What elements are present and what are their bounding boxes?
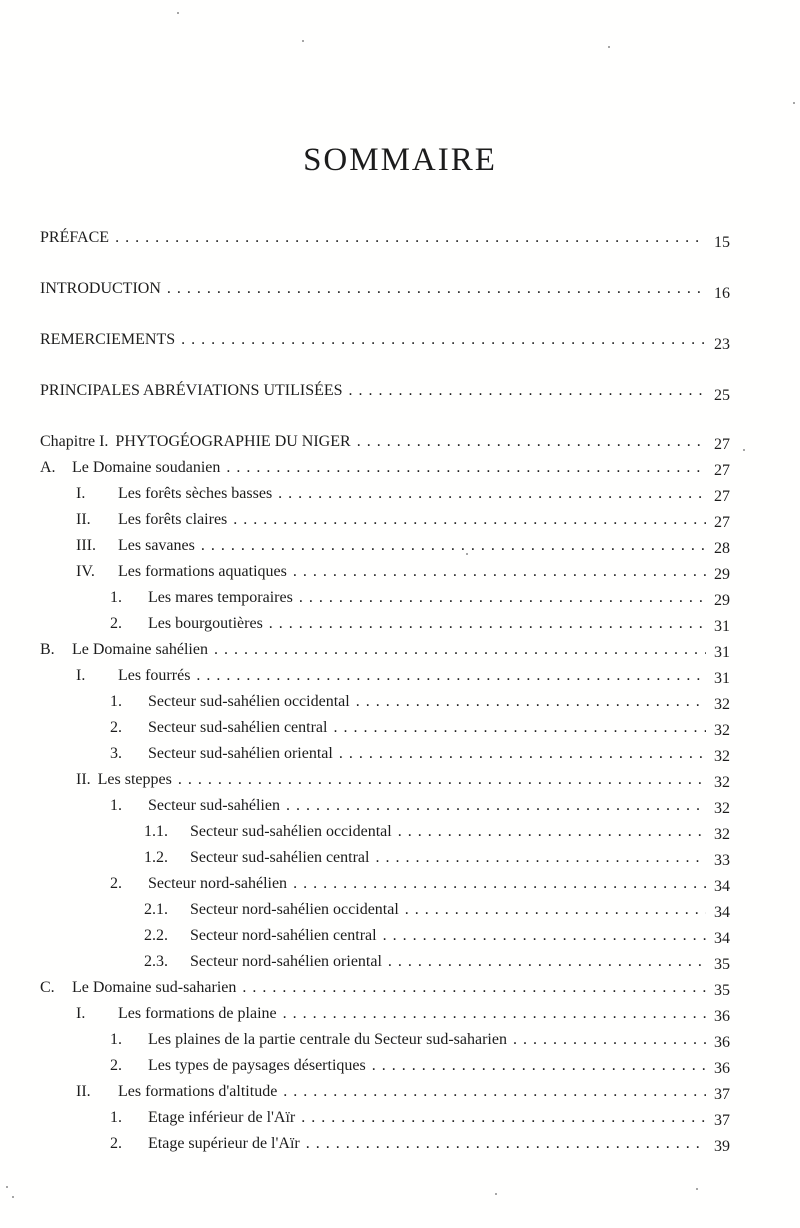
toc-entry — [40, 689, 748, 715]
dot-leader — [226, 455, 706, 481]
toc-entry-page: 31 — [714, 618, 730, 635]
page-title: SOMMAIRE — [303, 142, 497, 178]
toc-entry-label: Les fourrés — [118, 667, 191, 684]
toc-entry-page: 36 — [714, 1008, 730, 1025]
toc-entry-page: 34 — [714, 878, 730, 895]
toc-entry-label: Secteur sud-sahélien occidental — [190, 823, 392, 840]
scan-speck — [495, 1193, 497, 1195]
dot-leader — [301, 1105, 706, 1131]
toc-entry-label: Les formations aquatiques — [118, 563, 287, 580]
toc-entry-number: 3. — [110, 745, 122, 762]
toc-entry — [40, 949, 748, 975]
toc-entry — [40, 637, 748, 663]
toc-entry-label: Secteur nord-sahélien — [148, 875, 288, 892]
toc-entry-label: Etage supérieur de l'Aïr — [148, 1135, 300, 1152]
dot-leader — [513, 1027, 706, 1053]
toc-entry — [40, 663, 748, 689]
dot-leader — [293, 559, 706, 585]
dot-leader — [167, 276, 706, 302]
toc-entry — [40, 1105, 748, 1131]
toc-entry — [40, 793, 748, 819]
toc-entry-number: 1. — [110, 589, 122, 606]
dot-leader — [357, 429, 706, 455]
toc-entry-label: Les plaines de la partie centrale du Secteur sud-saharien — [148, 1031, 507, 1048]
dot-leader — [269, 611, 706, 637]
scan-speck — [608, 46, 610, 48]
toc-entry — [40, 845, 748, 871]
toc-entry — [40, 327, 748, 353]
toc-entry — [40, 871, 748, 897]
toc-entry-label: Les types de paysages désertiques — [148, 1057, 366, 1074]
toc-entry-number: 2. — [110, 719, 122, 736]
dot-leader — [306, 1131, 706, 1157]
toc-entry — [40, 741, 748, 767]
dot-leader — [339, 741, 706, 767]
toc-entry-number: II. — [76, 771, 91, 788]
toc-entry-number: C. — [40, 979, 55, 996]
dot-leader — [383, 923, 706, 949]
dot-leader — [278, 481, 706, 507]
dot-leader — [196, 663, 706, 689]
toc-entry — [40, 585, 748, 611]
toc-entry-page: 32 — [714, 800, 730, 817]
toc-entry — [40, 507, 748, 533]
toc-entry-label: Le Domaine sahélien — [72, 641, 208, 658]
toc-entry — [40, 1131, 748, 1157]
toc-entry-label: Les forêts sèches basses — [118, 485, 273, 502]
toc-entry-label: Les steppes — [97, 771, 172, 788]
toc-entry-page: 16 — [714, 285, 730, 302]
toc-entry-label: Le Domaine sud-saharien — [72, 979, 237, 996]
toc-entry-label: Etage inférieur de l'Aïr — [148, 1109, 296, 1126]
toc-entry — [40, 767, 748, 793]
toc-entry-page: 23 — [714, 336, 730, 353]
toc-entry-number: 1.2. — [144, 849, 168, 866]
toc-entry — [40, 559, 748, 585]
toc-entry-number: IV. — [76, 563, 95, 580]
dot-leader — [181, 327, 706, 353]
toc-entry — [40, 378, 748, 404]
toc-entry-number: B. — [40, 641, 55, 658]
toc-entry-page: 25 — [714, 387, 730, 404]
toc-entry — [40, 819, 748, 845]
dot-leader — [333, 715, 706, 741]
toc-entry-page: 34 — [714, 930, 730, 947]
toc-entry-label: Le Domaine soudanien — [72, 459, 221, 476]
toc-entry-page: 32 — [714, 748, 730, 765]
toc-entry-label: PRINCIPALES ABRÉVIATIONS UTILISÉES — [40, 382, 343, 399]
dot-leader — [115, 225, 706, 251]
toc-entry-label: Secteur nord-sahélien oriental — [190, 953, 382, 970]
dot-leader — [349, 378, 706, 404]
toc-entry-page: 29 — [714, 592, 730, 609]
toc-entry — [40, 611, 748, 637]
toc-entry-page: 15 — [714, 234, 730, 251]
toc-entry-page: 27 — [714, 462, 730, 479]
toc-entry-page: 27 — [714, 514, 730, 531]
toc-entry-page: 27 — [714, 488, 730, 505]
toc-entry-number: 1. — [110, 693, 122, 710]
toc-entry-label: INTRODUCTION — [40, 280, 161, 297]
dot-leader — [233, 507, 706, 533]
toc-entry-number: I. — [76, 485, 86, 502]
dot-leader — [293, 871, 706, 897]
toc-entry-label: Secteur sud-sahélien oriental — [148, 745, 333, 762]
toc-entry — [40, 1027, 748, 1053]
toc-entry — [40, 481, 748, 507]
toc-entry-number: 2. — [110, 1057, 122, 1074]
dot-leader — [405, 897, 706, 923]
toc-entry-number: 2.1. — [144, 901, 168, 918]
toc-entry-page: 32 — [714, 826, 730, 843]
toc-entry — [40, 455, 748, 481]
scan-speck — [793, 102, 795, 104]
dot-leader — [201, 533, 706, 559]
toc-entry-label: Les bourgoutières — [148, 615, 263, 632]
toc-entry-number: 2. — [110, 615, 122, 632]
toc-entry-label: Les mares temporaires — [148, 589, 293, 606]
toc-entry — [40, 533, 748, 559]
scan-speck — [696, 1188, 698, 1190]
toc-entry-number: 2.2. — [144, 927, 168, 944]
toc-entry-page: 36 — [714, 1060, 730, 1077]
toc-entry-page: 31 — [714, 644, 730, 661]
dot-leader — [398, 819, 706, 845]
toc-entry-label: Secteur sud-sahélien central — [190, 849, 370, 866]
toc-entry-number: 1. — [110, 797, 122, 814]
toc-entry-number: 1.1. — [144, 823, 168, 840]
toc-entry-number: 2.3. — [144, 953, 168, 970]
scan-speck — [6, 1186, 8, 1188]
toc-entry-page: 34 — [714, 904, 730, 921]
toc-entry-page: 35 — [714, 982, 730, 999]
dot-leader — [283, 1079, 706, 1105]
toc-entry — [40, 1001, 748, 1027]
toc-entry-page: 35 — [714, 956, 730, 973]
toc-entry-label: Les forêts claires — [118, 511, 228, 528]
toc-entry-label: Secteur sud-sahélien — [148, 797, 280, 814]
toc-entry-number: 2. — [110, 875, 122, 892]
toc-entry-page: 39 — [714, 1138, 730, 1155]
toc-entry-label: Les formations de plaine — [118, 1005, 277, 1022]
dot-leader — [299, 585, 706, 611]
scan-speck — [466, 553, 468, 555]
toc-entry-page: 32 — [714, 696, 730, 713]
toc-entry-label: Les savanes — [118, 537, 195, 554]
dot-leader — [356, 689, 706, 715]
toc-entry-number: II. — [76, 1083, 91, 1100]
toc-entry-number: 1. — [110, 1031, 122, 1048]
scan-speck — [177, 12, 179, 14]
scan-speck — [12, 1196, 14, 1198]
dot-leader — [242, 975, 706, 1001]
scan-speck — [743, 449, 745, 451]
toc-entry-label: Secteur sud-sahélien central — [148, 719, 328, 736]
toc-entry-label: Secteur nord-sahélien occidental — [190, 901, 399, 918]
toc-entry-number: III. — [76, 537, 96, 554]
toc-entry — [40, 975, 748, 1001]
toc-entry — [40, 1053, 748, 1079]
dot-leader — [214, 637, 706, 663]
toc-entry — [40, 429, 748, 455]
dot-leader — [372, 1053, 706, 1079]
dot-leader — [375, 845, 706, 871]
toc-entry-number: I. — [76, 1005, 86, 1022]
toc-entry-page: 36 — [714, 1034, 730, 1051]
toc-entry-label: Les formations d'altitude — [118, 1083, 278, 1100]
toc-entry-number: 1. — [110, 1109, 122, 1126]
scan-speck — [302, 40, 304, 42]
toc-entry-page: 28 — [714, 540, 730, 557]
toc-entry-page: 37 — [714, 1112, 730, 1129]
toc-list — [0, 225, 800, 1157]
toc-entry-label: Secteur sud-sahélien occidental — [148, 693, 350, 710]
toc-entry-page: 33 — [714, 852, 730, 869]
toc-entry — [40, 715, 748, 741]
toc-entry-number: Chapitre I. — [40, 433, 109, 450]
toc-entry-page: 31 — [714, 670, 730, 687]
toc-entry-label: Secteur nord-sahélien central — [190, 927, 377, 944]
toc-entry — [40, 276, 748, 302]
dot-leader — [388, 949, 706, 975]
toc-entry-label: REMERCIEMENTS — [40, 331, 176, 348]
toc-entry — [40, 897, 748, 923]
toc-entry — [40, 225, 748, 251]
toc-entry-label: PRÉFACE — [40, 229, 110, 246]
toc-entry-number: A. — [40, 459, 56, 476]
toc-entry — [40, 923, 748, 949]
toc-entry-number: 2. — [110, 1135, 122, 1152]
dot-leader — [178, 767, 706, 793]
toc-entry-number: II. — [76, 511, 91, 528]
toc-entry-label: PHYTOGÉOGRAPHIE DU NIGER — [115, 433, 351, 450]
toc-entry-page: 32 — [714, 774, 730, 791]
dot-leader — [283, 1001, 706, 1027]
toc-entry — [40, 1079, 748, 1105]
toc-entry-page: 32 — [714, 722, 730, 739]
toc-entry-page: 29 — [714, 566, 730, 583]
toc-entry-page: 27 — [714, 436, 730, 453]
toc-entry-page: 37 — [714, 1086, 730, 1103]
toc-entry-number: I. — [76, 667, 86, 684]
dot-leader — [286, 793, 706, 819]
